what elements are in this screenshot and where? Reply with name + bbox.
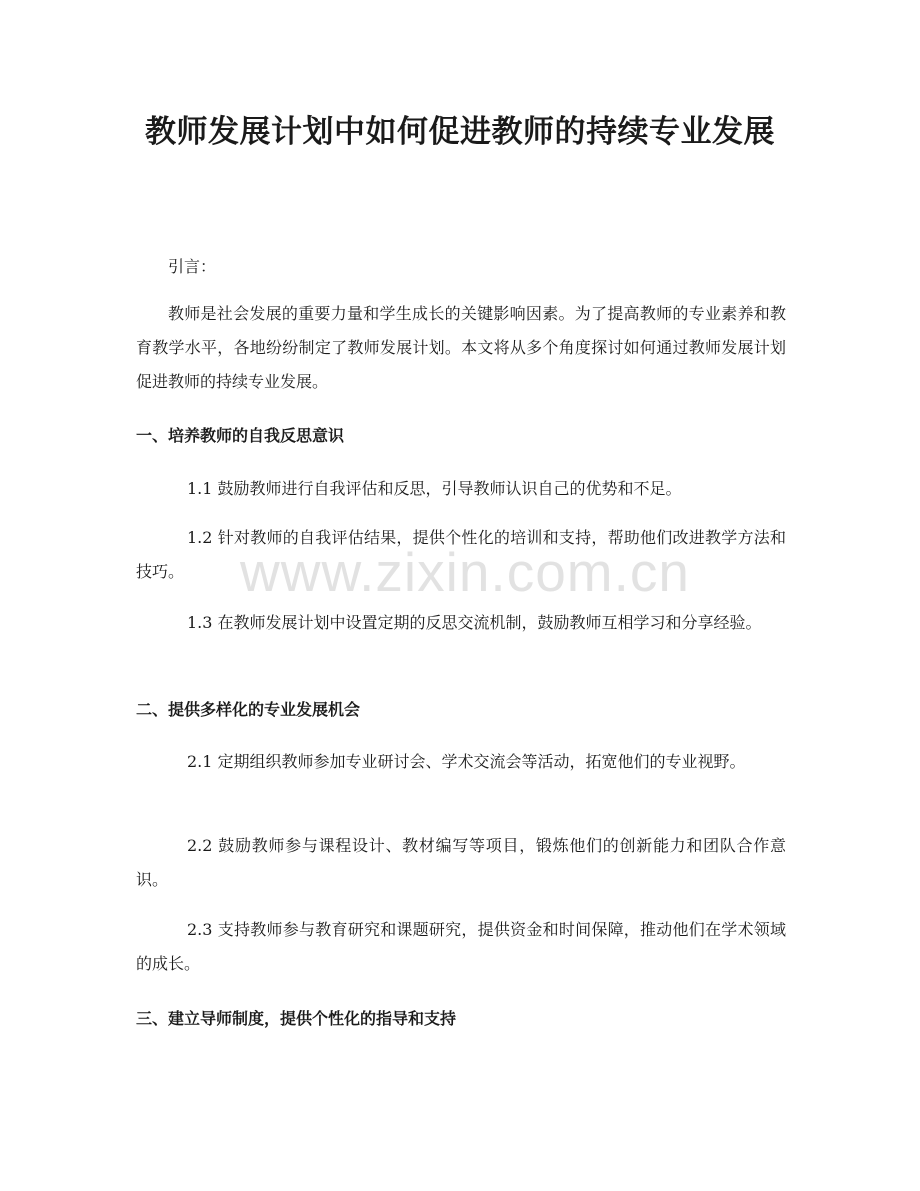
- section-heading-3: 三、建立导师制度，提供个性化的指导和支持: [136, 1009, 457, 1028]
- document-title: 教师发展计划中如何促进教师的持续专业发展: [145, 114, 775, 150]
- section-heading-2: 二、提供多样化的专业发展机会: [136, 700, 361, 719]
- intro-label: 引言：: [168, 257, 217, 276]
- section-2-item-1: 2.1 定期组织教师参加专业研讨会、学术交流会等活动，拓宽他们的专业视野。: [187, 752, 746, 771]
- section-heading-1: 一、培养教师的自我反思意识: [136, 426, 345, 445]
- section-2-item-3: 2.3 支持教师参与教育研究和课题研究，提供资金和时间保障，推动他们在学术领域的成长。: [136, 920, 786, 973]
- section-2-item-2: 2.2 鼓励教师参与课程设计、教材编写等项目，锻炼他们的创新能力和团队合作意识。: [136, 836, 786, 889]
- intro-paragraph: 教师是社会发展的重要力量和学生成长的关键影响因素。为了提高教师的专业素养和教育教学水平，各地纷纷制定了教师发展计划。本文将从多个角度探讨如何通过教师发展计划促进教师的持续专业发展。: [136, 304, 786, 391]
- section-1-item-3: 1.3 在教师发展计划中设置定期的反思交流机制，鼓励教师互相学习和分享经验。: [187, 613, 762, 632]
- section-1-item-2: 1.2 针对教师的自我评估结果，提供个性化的培训和支持，帮助他们改进教学方法和技巧。: [136, 528, 786, 581]
- watermark-text: www.zixin.com.cn: [240, 541, 690, 603]
- section-1-item-1: 1.1 鼓励教师进行自我评估和反思，引导教师认识自己的优势和不足。: [187, 479, 682, 498]
